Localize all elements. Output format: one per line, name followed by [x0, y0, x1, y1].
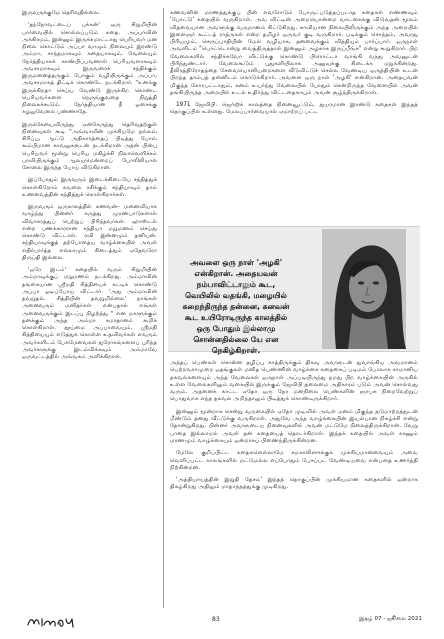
right-column-bottom [170, 360, 418, 497]
paragraph: இப்போதும் இருவரும் இடைக்கிடையே சந்தித்துக் கொள்கிறோம் கவலை ரசிக்கும் சந்தியாவும் தாம் உணவைத்தின் சந்தித்துக் கொள்கிறார்கள். [22, 177, 157, 198]
pull-quote-box [168, 226, 420, 355]
paragraph: 'தந்நோவட்டைப் புக்கன்' ஒரு சிறுமியின் பார்வையில் சொல்லப்படும் கதை. அப்பாவின் அக்கிரமம், இன்னும் இருக்கமாட்டாது பெரியவர் மன நிலை கொட்டும் அப்பா வாழும் நிலையும் இரண்டு அம்மா, சாந்தமாகவும் கதையாகவும், வேலையும் நேர்த்தியாகக் காண்பிப்பவனாள் பெரியவளாகவும் அவசரமாகவும் இருவரைச் சந்திக்கும் இருமனைத்தருகும் போகும் வழியிருக்கும் அப்பா, அவசரமாகத் திட்டிக் கொண்டே நடக்கிறார். "உனக்கு இருக்கிறதா செய்ய வேண்டு இருக்கிற கொண்ட பெரியவர்களை நெருங்குவதை நிறுத்தி நிலைகக்கூடும். நேர்த்தியான நீ ஓசைக்கு சுழலுவேலை பண்ணாதே. [22, 22, 157, 116]
paragraph: 1971 ஜேவிபி. ஜெர்ஜிக் காலத்தை நினைவூட்டும், துயரமான இரண்டு கதைகள் இந்தத் தொகுப்பில் உள்ளது. மேலப்பார்வையால் ஏமாற்றப் பட்ட [170, 102, 418, 116]
paragraph: இருவருக்குமே தெரிவதில்லை. [22, 10, 101, 16]
left-column [22, 10, 157, 602]
column-divider [163, 8, 164, 608]
page-footer [0, 612, 444, 632]
paragraph: மேலே குறிப்பிட்ட கதைகளெல்லாமே சமகாலிஸுக்குக் முக்கியமானவையும் அவை வெளிப்பட்ட காலங்களில் மட்டுமல்ல எப்போதும் பேசப்பட வேண்டியவை என்பதை உணர்த்தி நிற்கின்றன. [170, 450, 418, 471]
paragraph: 'ஒரே இடம்' கதையில் வரும் சிறுமியின் அம்மாவுக்குப் மறுமணம் நடக்கிறது. அம்மாவின் தங்கையான ஸ்ரீமதி சித்தியைக் கட்டிக் கொண்டு அப்பா ஓடிப்போய் விட்டார். 'அது அம்மாவின் தவறுதல். சித்தியின் தவறுமில்லை' நாங்கள் அனைவரும் மனிதர்கள் என்பதால் எங்கள் அனைவருக்கும் இடப்பு நிழற்த்து " என மகளுக்கும் தனக்கும் அந்த அம்மா சமாதானம் கூறிக் கொள்கிறாள். தூய்மை அப்பாவையும், ஸ்ரீமதி சித்தியையும் எடுத்துக் கொள்ள உதவிவர்கள் எவரும் அவர்களிடம் பேசுமேவைகள் துரோகங்களைப் புரிந்த அவர்களுக்கு இடம்விக்கவும் அம்மாவே ஒருவட்டத்தில் அவ்வகம் அளிக்கிறாள். [22, 267, 157, 360]
pull-quote: அவளை ஒரு நாள் 'அழகி' என்கிறான். அதையவன் நம்பாவிட்டாலும் கூட, வெயிலில் வதங்கி, மழையில் கறைந்திருந்த தன்னை, கனவன் கூட உயிரோடிருந்த காலத்தில் ஒரு போதும் இல்லாமு சொன்னதில்லை யே என நெகிழ்கிறாள். [182, 258, 290, 355]
author-photo [322, 229, 406, 349]
paragraph: இருவரும் ஒருகாலத்தில் கணவன்– மனைவியாக வாழ்ந்து பின்னர் கருத்து முரண்பாடுகளால் விவாகரத்துப் பெற்றுப் பிரிந்தவர்கள். ஹாஸ்டல் என்ற பணக்காரரான சந்தியா மறுமணம் செய்து கொண்டு விட்டாள். ரவி இன்னமும் தனியன். சந்தியாவுக்குத் தற்போதைய வாழ்க்கையில் அவள் எதிர்பார்த்த எல்லாமும் கிடைத்தும் ஏதேவரோ திருப்தி இல்லை. [22, 204, 157, 261]
paragraph: 'அத்தியாயத்தின் இறுதி தேசம்' இந்தத் தொகுப்பின் முக்கியமான கதைகளில் ஒன்றாக திகழ்கிறது அதிலும் மாதாந்தத்துக்கு முடிகிறது. [170, 477, 418, 491]
magazine-signature-logo [26, 614, 78, 633]
paragraph: அந்தப் பெண்கள் சொன்ன தழிப்பு காத்திருக்கும் திகவு அவளுடன் துவாங்கிய அவமானம் பெற்றவராமுறை ஒதங்குகள் மனித பெண்ணின் வாழ்க்கை கதைகைப் படிமம் போலாக சாமானிய தகவல்களையும் அந்த வேலைகள் ஒருநாள் அப்படியிருந்து நமது பிற வாழ்க்கையின் அருகில் உள்ள வேலைகளிலும் வகையில் இருக்கும் ஜேவிபி தலைமை அதிகாரம் படும் அவன் சொல்வது வரும். அதனைக் காட்ட ஏதோ ஒரு நேர மனநிலை பெண்களின் ஞாபக நிறைவேற்றுப் பொதுவாக எந்த தகவல் அறிந்தாலும் பிடித்துக் கொண்டிருக்கிறார். [170, 360, 418, 403]
issue-info: இதழ் 07 - ஜூலை 2021 [359, 616, 422, 622]
page-number: 83 [212, 616, 220, 623]
right-column-top [170, 10, 418, 122]
paragraph: இன்னும் மூன்றாக சென்று வருகையில் ஏதோ முடிவில் அவள் மனம் மிகுந்த தடுமாற்றத்துடன் மீண்டும் தனது வீட்டுக்கு வருகிறாள். அதுவே அந்த வாழ்க்கையின் இயல்பான நிகழ்ச்சி என்று தோன்றுகிறது. பின்னர் அவளுடைய நினைவுகளில் அவன் மட்டுமே நிலைத்திருக்கிறான். வேறு பாதை இல்லாமல் அவள் தன் கதையைத் தொடர்கிறாள். இந்தக் கதையில் அவள் காணும் மரணமும் வாழ்க்கையும் ஒன்றாகப் பிணைந்திருக்கின்றன. [170, 408, 418, 444]
paragraph: கணவனின் மரணத்துக்குப் பின் எவரோடும் போருட்படுத்தப்படாத கதைகள் எண்ணவும் 'போட்டு' கதையில் வருகிறாள். அவ விட்டின் அறையொன்றை வாடகைக்கு விடுவதன் மூலம் விதவையான அவளுக்கு வருமானம் கிட்டுகிறது. காவியான நிலையிலிருக்கும் அந்த அறையில் இளைஞர் கூட்டத் ராத்ருகள் என்ற தமிழர் ஒருவர் குடி வருகிறார். படிக்கும் சொந்தம், அவரது பிரியமும், செருப்பாதியின் மேல் வழியாக, தனவைக்கும் வித்தியும் பார்ப்பார். ஒருநாள் அவளிடம் "பொட்டொன்று வைத்திருத்தால் இன்னும் அழகாக இருப்பீங்க" என்று கூறுகிறார். பிற வேலைகளில் சந்திக்கவோ விட்டுக்கு கொண்டு பிரொட்டா வாங்கி வந்து அவனுடன் பிரிந்துண்டார். வேலைகூடும் புதுகளியிலாக அனுவுக்கு கிடைக்க மறுக்கின்றது. தீலிரத்திரோதத்தை சேவையொனியறைகளை வீடுவிட்டுச் செல்ல வேண்டிய ஒருத்தியின் உடன் பிறந்த தாம்பத் தன்னிடம் கொடுக்கிறார். அவளை ஒரு நாள் 'அழகி' என்கிறான். அதையவன் மிகுந்த கோரபட்டாதும், கனம் உயர்ந்து வேலையில் போதும் சென்றிருந்த வேளையில் அவன் தங்கியிருந்த அறையில் உடல் உதிர்ந்து விட்டதைகாயும் அவன் சூழ்ந்திருக்கிறாள். [170, 10, 418, 96]
paragraph: இருக்கேயைவிருந்து ஏன்கேருந்து தெரிவதற்குள் நினைவுகள் கூடி "அவ்வாவின் முக்கியமே நல்லவ் சிரிப்பு, ஆட்டு அதிகாரத்தைப் பிடித்து போவ் கூம்பிமான காவலுகரூடன் நடக்கிறான் அதன் பின்பு பெரியவர் மூன்று பெரிய மகிழ்ச்சி நிலாவெளிச்சம் பரவியிருக்கும் ஆலயமென்றைப் போலிலியால் சோலை இருந்த போய் விடுகிறான். [22, 121, 157, 171]
